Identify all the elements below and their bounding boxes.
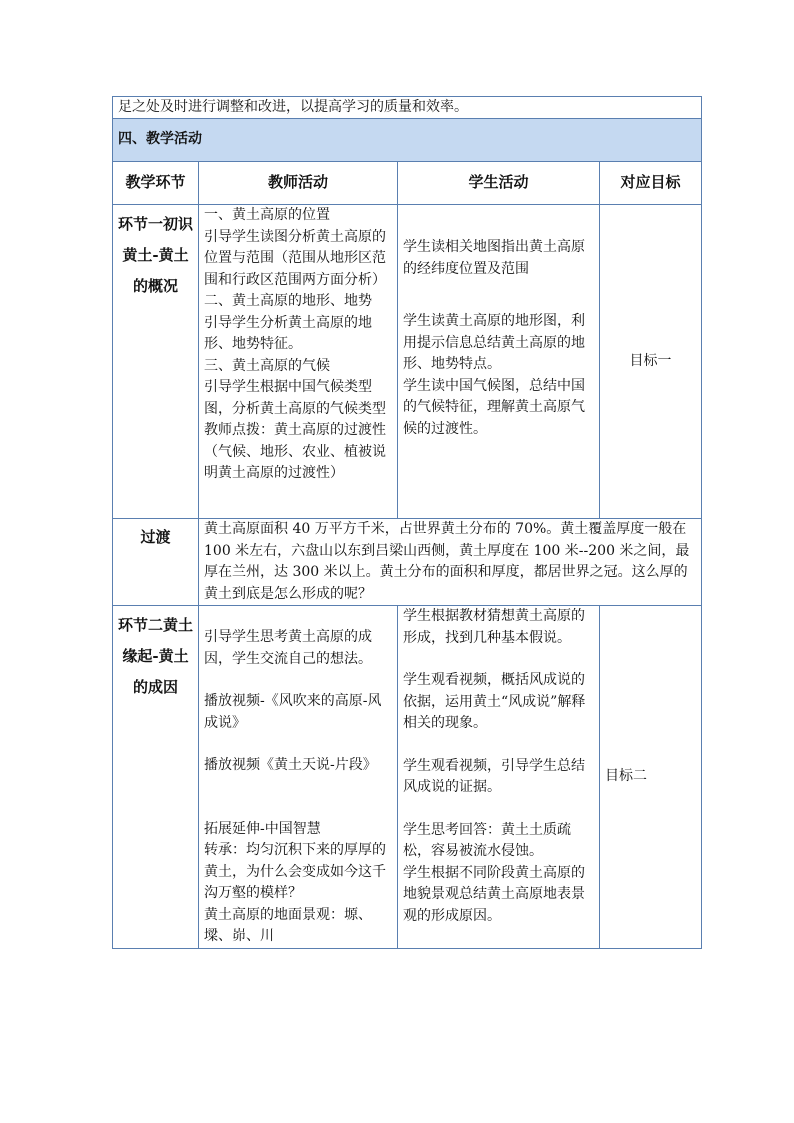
stage2-teacher-activity bbox=[199, 606, 398, 949]
stage1-teacher-line: 引导学生分析黄土高原的地形、地势特征。 bbox=[204, 314, 372, 352]
stage1-teacher-line: 教师点拨：黄土高原的过渡性（气候、地形、农业、植被说明黄土高原的过渡性） bbox=[204, 422, 386, 481]
stage1-teacher-line: 引导学生读图分析黄土高原的位置与范围（范围从地形区范围和行政区范围两方面分析） bbox=[204, 228, 386, 288]
transition-text: 黄土高原面积 40 万平方千米，占世界黄土分布的 70%。黄土覆盖厚度一般在 100 米左右，六盘山以东到吕梁山西侧，黄土厚度在 100 米--200 米之间，最厚在兰州，达 300 米以上。黄土分布的面积和厚度，都居世界之冠。这么厚的黄土到底是怎么形成的呢？ bbox=[199, 519, 702, 606]
stage2-student-line: 学生思考回答：黄土土质疏松，容易被流水侵蚀。 bbox=[403, 821, 571, 859]
stage2-student-line: 学生观看视频，概括风成说的依据，运用黄土“风成说”解释相关的现象。 bbox=[403, 672, 586, 731]
header-row bbox=[113, 162, 702, 205]
stage1-teacher-line: 引导学生根据中国气候类型图，分析黄土高原的气候类型 bbox=[204, 379, 386, 417]
teaching-activities-table bbox=[112, 96, 702, 949]
stage1-teacher-line: 一、黄土高原的位置 bbox=[204, 207, 330, 223]
header-target: 对应目标 bbox=[600, 162, 702, 205]
header-student: 学生活动 bbox=[398, 162, 600, 205]
intro-text: 足之处及时进行调整和改进，以提高学习的质量和效率。 bbox=[113, 97, 702, 119]
stage2-row bbox=[113, 606, 702, 949]
stage1-target: 目标一 bbox=[600, 205, 702, 519]
stage2-teacher-line: 转承：均匀沉积下来的厚厚的黄土，为什么会变成如今这千沟万壑的模样？ bbox=[204, 842, 386, 901]
stage2-teacher-line: 引导学生思考黄土高原的成因，学生交流自己的想法。 bbox=[204, 629, 372, 667]
stage1-name: 环节一初识黄土-黄土的概况 bbox=[113, 205, 199, 519]
stage2-teacher-line: 黄土高原的地面景观：塬、墚、峁、川 bbox=[204, 906, 372, 944]
stage2-student-activity bbox=[398, 606, 600, 949]
section-title: 四、教学活动 bbox=[113, 119, 702, 162]
stage2-teacher-line: 拓展延伸-中国智慧 bbox=[204, 820, 321, 837]
stage2-student-line: 学生根据教材猜想黄土高原的形成，找到几种基本假说。 bbox=[403, 608, 585, 646]
stage2-name: 环节二黄土缘起-黄土的成因 bbox=[113, 606, 199, 949]
header-stage: 教学环节 bbox=[113, 162, 199, 205]
stage1-teacher-activity bbox=[199, 205, 398, 519]
stage1-row bbox=[113, 205, 702, 519]
transition-name: 过渡 bbox=[113, 519, 199, 606]
stage2-student-line: 学生根据不同阶段黄土高原的地貌景观总结黄土高原地表景观的形成原因。 bbox=[403, 864, 585, 924]
header-teacher: 教师活动 bbox=[199, 162, 398, 205]
stage1-teacher-line: 三、黄土高原的气候 bbox=[204, 357, 330, 374]
stage1-student-line: 学生读中国气候图，总结中国的气候特征，理解黄土高原气候的过渡性。 bbox=[403, 377, 585, 437]
transition-row bbox=[113, 519, 702, 606]
stage2-target: 目标二 bbox=[600, 606, 702, 949]
stage1-teacher-line: 二、黄土高原的地形、地势 bbox=[204, 293, 372, 309]
stage1-student-line: 学生读相关地图指出黄土高原的经纬度位置及范围 bbox=[403, 239, 585, 277]
stage2-teacher-line: 播放视频-《风吹来的高原-风成说》 bbox=[204, 693, 382, 731]
stage1-student-activity bbox=[398, 205, 600, 519]
stage1-student-line: 学生读黄土高原的地形图，利用提示信息总结黄土高原的地形、地势特点。 bbox=[403, 313, 585, 372]
stage2-student-line: 学生观看视频，引导学生总结风成说的证据。 bbox=[403, 757, 585, 795]
stage2-teacher-line: 播放视频《黄土天说-片段》 bbox=[204, 757, 377, 773]
